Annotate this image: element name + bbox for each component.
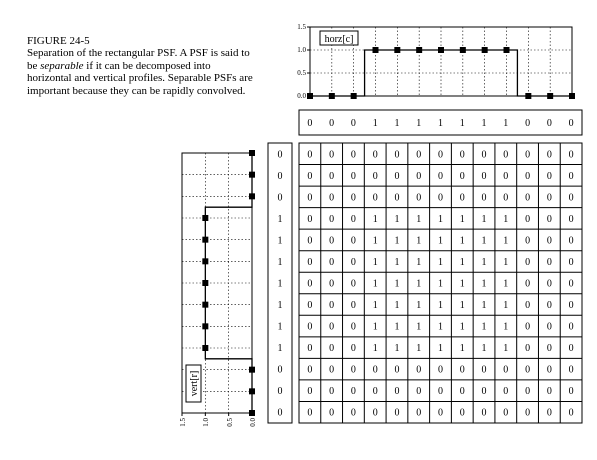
matrix-cell: 0 (329, 407, 335, 419)
matrix-cell: 0 (481, 192, 487, 204)
matrix-cell: 0 (438, 170, 443, 182)
vert-data-point (202, 280, 208, 286)
matrix-cell: 0 (307, 300, 313, 312)
horz-value: 0 (307, 118, 313, 129)
matrix-cell: 1 (394, 256, 400, 268)
matrix-cell: 0 (546, 364, 552, 376)
vert-plot (179, 150, 257, 427)
matrix-cell: 0 (481, 149, 487, 161)
matrix-cell: 0 (568, 278, 574, 290)
horz-values-row (299, 110, 582, 135)
matrix-cell: 0 (525, 170, 531, 182)
matrix-cell: 0 (350, 278, 356, 290)
matrix-cell: 0 (394, 192, 400, 204)
matrix-cell: 0 (525, 300, 531, 312)
matrix-cell: 0 (568, 300, 574, 312)
vert-value: 1 (277, 213, 283, 225)
matrix-cell: 1 (394, 235, 400, 247)
vert-data-point (202, 215, 208, 221)
matrix-cell: 1 (503, 343, 509, 355)
vert-x-tick-label: 0.5 (226, 418, 234, 427)
matrix-cell: 1 (372, 343, 378, 355)
matrix-cell: 0 (329, 300, 335, 312)
horz-y-tick-label: 1.0 (297, 46, 306, 54)
caption-emphasis: separable (40, 59, 84, 72)
vert-value: 0 (277, 407, 283, 419)
horz-data-point (569, 93, 575, 99)
matrix-cell: 1 (459, 213, 465, 225)
matrix-cell: 0 (416, 192, 422, 204)
matrix-cell: 0 (525, 213, 531, 225)
horz-value: 0 (525, 118, 531, 129)
matrix-cell: 0 (329, 278, 335, 290)
matrix-cell: 0 (307, 407, 313, 419)
psf-matrix (299, 143, 582, 423)
matrix-cell: 1 (394, 213, 400, 225)
vert-value: 1 (277, 343, 283, 355)
matrix-cell: 1 (394, 278, 400, 290)
matrix-cell: 1 (481, 235, 487, 247)
matrix-cell: 0 (481, 386, 487, 398)
matrix-cell: 0 (481, 170, 487, 182)
horz-y-axis (297, 23, 306, 100)
matrix-cell: 1 (394, 300, 400, 312)
matrix-cell: 0 (350, 364, 356, 376)
horz-value: 1 (438, 118, 443, 129)
horz-value: 0 (350, 118, 356, 129)
vert-x-tick-label: 1.0 (202, 418, 210, 427)
matrix-cell: 0 (307, 321, 313, 333)
matrix-cell: 0 (350, 407, 356, 419)
horz-value: 1 (459, 118, 465, 129)
matrix-cell: 0 (546, 343, 552, 355)
matrix-cell: 0 (307, 386, 313, 398)
vert-data-point (202, 323, 208, 329)
matrix-cell: 1 (459, 256, 465, 268)
matrix-cell: 1 (416, 278, 422, 290)
matrix-cell: 0 (329, 321, 335, 333)
matrix-cell: 0 (568, 386, 574, 398)
vert-x-tick-label: 0.0 (249, 418, 257, 427)
horz-value: 1 (416, 118, 422, 129)
matrix-cell: 0 (329, 213, 335, 225)
matrix-cell: 1 (372, 321, 378, 333)
caption-text-1: Separation of the rectangular PSF. A PSF is said to be (27, 47, 250, 72)
horz-data-point (525, 93, 531, 99)
matrix-cell: 0 (329, 256, 335, 268)
matrix-cell: 0 (525, 321, 531, 333)
matrix-cell: 0 (438, 149, 443, 161)
horz-data-point (460, 47, 466, 53)
vert-data-point (202, 302, 208, 308)
matrix-cell: 0 (459, 170, 465, 182)
vert-data-point (249, 410, 255, 416)
matrix-cell: 0 (459, 386, 465, 398)
matrix-cell: 0 (546, 235, 552, 247)
matrix-cell: 0 (307, 278, 313, 290)
matrix-cell: 0 (503, 364, 509, 376)
horz-data-point (504, 47, 510, 53)
matrix-cell: 0 (546, 213, 552, 225)
matrix-cell: 1 (459, 278, 465, 290)
matrix-cell: 1 (503, 235, 509, 247)
matrix-cell: 0 (525, 256, 531, 268)
matrix-cell: 0 (459, 407, 465, 419)
horz-data-point (307, 93, 313, 99)
matrix-cell: 0 (307, 235, 313, 247)
matrix-cell: 0 (329, 170, 335, 182)
matrix-cell: 0 (350, 213, 356, 225)
matrix-cell: 1 (372, 235, 378, 247)
matrix-cell: 1 (481, 343, 487, 355)
matrix-cell: 0 (394, 407, 400, 419)
matrix-cell: 0 (503, 192, 509, 204)
matrix-cell: 0 (546, 407, 552, 419)
matrix-cell: 0 (372, 386, 378, 398)
horz-data-point (547, 93, 553, 99)
horz-data-point (482, 47, 488, 53)
matrix-cell: 0 (416, 364, 422, 376)
matrix-cell: 0 (307, 192, 313, 204)
matrix-cell: 1 (481, 278, 487, 290)
matrix-cell: 1 (416, 321, 422, 333)
horz-value: 1 (394, 118, 400, 129)
matrix-cell: 1 (416, 343, 422, 355)
matrix-cell: 1 (438, 343, 443, 355)
matrix-cell: 0 (503, 407, 509, 419)
matrix-cell: 1 (416, 213, 422, 225)
matrix-cell: 0 (394, 149, 400, 161)
matrix-cell: 0 (372, 170, 378, 182)
vert-value: 1 (277, 321, 283, 333)
matrix-cell: 1 (481, 300, 487, 312)
matrix-cell: 0 (546, 256, 552, 268)
matrix-cell: 0 (307, 149, 313, 161)
matrix-cell: 0 (329, 343, 335, 355)
vert-value: 0 (277, 149, 283, 161)
matrix-cell: 0 (372, 192, 378, 204)
matrix-cell: 1 (438, 278, 443, 290)
matrix-cell: 1 (438, 300, 443, 312)
matrix-cell: 1 (503, 321, 509, 333)
matrix-cell: 0 (568, 170, 574, 182)
matrix-cell: 0 (568, 364, 574, 376)
matrix-cell: 0 (525, 235, 531, 247)
matrix-cell: 1 (459, 300, 465, 312)
matrix-cell: 0 (307, 364, 313, 376)
vert-x-tick-label: 1.5 (179, 418, 187, 427)
horz-value: 0 (329, 118, 335, 129)
matrix-cell: 0 (307, 256, 313, 268)
matrix-cell: 1 (459, 321, 465, 333)
matrix-cell: 0 (546, 386, 552, 398)
matrix-cell: 0 (350, 149, 356, 161)
matrix-cell: 0 (525, 407, 531, 419)
vert-value: 1 (277, 278, 283, 290)
matrix-cell: 1 (459, 343, 465, 355)
matrix-cell: 0 (416, 170, 422, 182)
matrix-cell: 0 (546, 170, 552, 182)
matrix-cell: 0 (568, 235, 574, 247)
horz-value: 1 (372, 118, 378, 129)
matrix-cell: 1 (416, 256, 422, 268)
matrix-cell: 1 (438, 321, 443, 333)
matrix-cell: 0 (525, 386, 531, 398)
matrix-cell: 0 (525, 364, 531, 376)
vert-data-point (202, 237, 208, 243)
matrix-cell: 0 (568, 256, 574, 268)
matrix-cell: 0 (546, 321, 552, 333)
matrix-cell: 1 (372, 213, 378, 225)
vert-data-point (249, 193, 255, 199)
matrix-cell: 0 (459, 364, 465, 376)
matrix-cell: 0 (525, 192, 531, 204)
horz-data-point (373, 47, 379, 53)
matrix-cell: 0 (503, 386, 509, 398)
matrix-cell: 0 (481, 364, 487, 376)
matrix-cell: 0 (307, 213, 313, 225)
matrix-cell: 1 (503, 213, 509, 225)
vert-data-point (249, 172, 255, 178)
matrix-cell: 0 (503, 170, 509, 182)
horz-data-point (351, 93, 357, 99)
matrix-cell: 0 (568, 192, 574, 204)
matrix-cell: 0 (350, 170, 356, 182)
matrix-cell: 1 (394, 321, 400, 333)
matrix-cell: 0 (459, 149, 465, 161)
matrix-cell: 1 (416, 235, 422, 247)
matrix-cell: 0 (372, 407, 378, 419)
matrix-cell: 0 (329, 192, 335, 204)
matrix-cell: 0 (372, 364, 378, 376)
matrix-cell: 0 (350, 321, 356, 333)
matrix-cell: 0 (503, 149, 509, 161)
matrix-cell: 0 (329, 149, 335, 161)
matrix-cell: 0 (329, 235, 335, 247)
matrix-cell: 1 (503, 300, 509, 312)
matrix-cell: 0 (416, 149, 422, 161)
matrix-cell: 0 (394, 386, 400, 398)
matrix-cell: 1 (459, 235, 465, 247)
horz-data-point (416, 47, 422, 53)
matrix-cell: 1 (438, 235, 443, 247)
matrix-cell: 0 (459, 192, 465, 204)
matrix-cell: 0 (350, 343, 356, 355)
matrix-cell: 0 (307, 343, 313, 355)
vert-value: 0 (277, 364, 283, 376)
matrix-cell: 0 (350, 386, 356, 398)
matrix-cell: 0 (546, 192, 552, 204)
matrix-cell: 0 (525, 149, 531, 161)
vert-data-point (249, 388, 255, 394)
matrix-cell: 0 (481, 407, 487, 419)
vert-value: 0 (277, 386, 283, 398)
horz-plot (297, 23, 575, 100)
horz-value: 1 (503, 118, 509, 129)
matrix-cell: 0 (350, 300, 356, 312)
matrix-cell: 0 (329, 386, 335, 398)
matrix-cell: 0 (416, 407, 422, 419)
vert-label: vert[r] (189, 370, 200, 397)
horz-data-point (329, 93, 335, 99)
matrix-cell: 1 (372, 256, 378, 268)
matrix-cell: 0 (394, 170, 400, 182)
matrix-cell: 1 (503, 256, 509, 268)
matrix-cell: 0 (438, 407, 443, 419)
matrix-cell: 1 (372, 300, 378, 312)
horz-value: 0 (546, 118, 552, 129)
horz-data-point (394, 47, 400, 53)
vert-data-point (249, 150, 255, 156)
vert-data-point (202, 258, 208, 264)
matrix-cell: 0 (350, 192, 356, 204)
vert-value: 0 (277, 192, 283, 204)
matrix-cell: 0 (350, 235, 356, 247)
matrix-cell: 1 (481, 321, 487, 333)
matrix-cell: 1 (438, 213, 443, 225)
matrix-cell: 0 (438, 364, 443, 376)
vert-values-column (268, 143, 292, 423)
matrix-cell: 0 (568, 213, 574, 225)
matrix-cell: 0 (372, 149, 378, 161)
matrix-cell: 0 (438, 386, 443, 398)
matrix-cell: 0 (394, 364, 400, 376)
vert-data-point (202, 345, 208, 351)
matrix-cell: 0 (525, 278, 531, 290)
vert-value: 1 (277, 256, 283, 268)
matrix-cell: 0 (416, 386, 422, 398)
matrix-cell: 1 (372, 278, 378, 290)
vert-value: 1 (277, 300, 283, 312)
matrix-cell: 0 (568, 407, 574, 419)
matrix-cell: 0 (546, 278, 552, 290)
horz-y-tick-label: 1.5 (297, 23, 306, 31)
matrix-cell: 1 (481, 256, 487, 268)
matrix-cell: 1 (503, 278, 509, 290)
horz-data-point (438, 47, 444, 53)
figure-label: FIGURE 24-5 (27, 35, 90, 47)
horz-y-tick-label: 0.0 (297, 92, 306, 100)
horz-y-tick-label: 0.5 (297, 69, 306, 77)
matrix-cell: 1 (394, 343, 400, 355)
matrix-cell: 0 (307, 170, 313, 182)
matrix-cell: 0 (546, 300, 552, 312)
matrix-cell: 1 (416, 300, 422, 312)
matrix-cell: 0 (568, 321, 574, 333)
horz-value: 0 (568, 118, 574, 129)
matrix-cell: 1 (438, 256, 443, 268)
matrix-cell: 0 (438, 192, 443, 204)
vert-data-point (249, 367, 255, 373)
matrix-cell: 0 (568, 149, 574, 161)
matrix-cell: 0 (546, 149, 552, 161)
matrix-cell: 0 (329, 364, 335, 376)
caption-text-2: if it can be decomposed into horizontal and vertical profiles. Separable PSFs are important because they can be rapidly convolved. (27, 59, 253, 97)
matrix-cell: 1 (481, 213, 487, 225)
matrix-cell: 0 (568, 343, 574, 355)
horz-label: horz[c] (324, 34, 354, 45)
matrix-cell: 0 (525, 343, 531, 355)
horz-value: 1 (481, 118, 487, 129)
matrix-cell: 0 (350, 256, 356, 268)
vert-value: 0 (277, 170, 283, 182)
vert-value: 1 (277, 235, 283, 247)
